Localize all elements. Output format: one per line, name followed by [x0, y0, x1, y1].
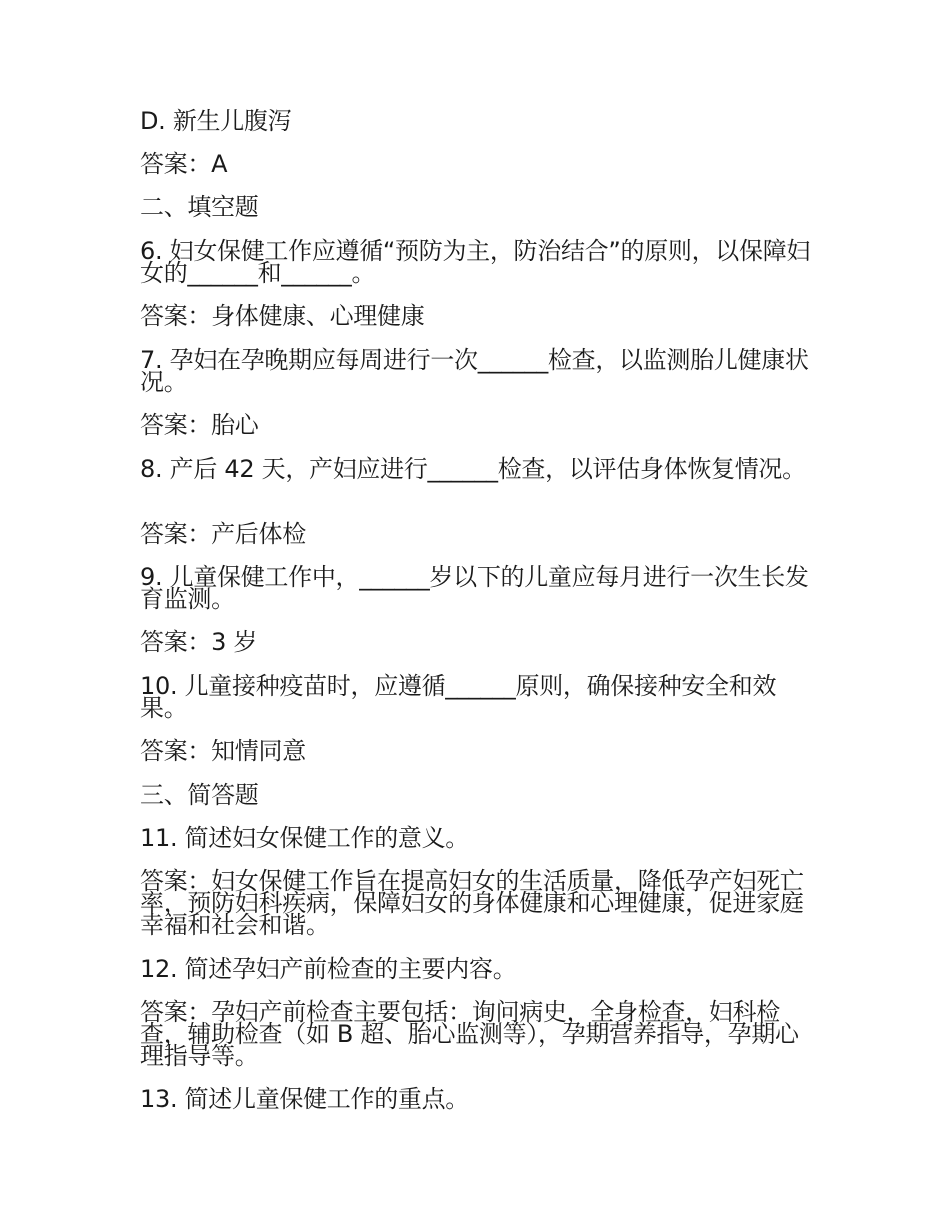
answer-10: 答案：知情同意 [140, 737, 306, 765]
answer-9: 答案：3 岁 [140, 628, 258, 656]
question-10: 10. 儿童接种疫苗时，应遵循______原则，确保接种安全和效果。 [140, 672, 777, 722]
question-9: 9. 儿童保健工作中，______岁以下的儿童应每月进行一次生长发育监测。 [140, 563, 809, 613]
answer-6: 答案：身体健康、心理健康 [140, 302, 425, 330]
answer-11: 答案：妇女保健工作旨在提高妇女的生活质量，降低孕产妇死亡率，预防妇科疾病，保障妇女的身体健康和心理健康，促进家庭幸福和社会和谐。 [140, 867, 804, 939]
option-d: D. 新生儿腹泻 [140, 107, 292, 135]
answer-5: 答案：A [140, 150, 228, 178]
answer-8: 答案：产后体检 [140, 520, 306, 548]
question-7: 7. 孕妇在孕晚期应每周进行一次______检查，以监测胎儿健康状况。 [140, 346, 809, 396]
question-11: 11. 简述妇女保健工作的意义。 [140, 824, 469, 852]
answer-12: 答案：孕妇产前检查主要包括：询问病史，全身检查，妇科检查，辅助检查（如 B 超、胎心监测等），孕期营养指导，孕期心理指导等。 [140, 998, 799, 1070]
question-13: 13. 简述儿童保健工作的重点。 [140, 1085, 469, 1113]
section-heading-short-answer: 三、简答题 [140, 781, 259, 809]
section-heading-fill-blank: 二、填空题 [140, 193, 259, 221]
question-6: 6. 妇女保健工作应遵循“预防为主，防治结合”的原则，以保障妇女的______和______。 [140, 237, 811, 287]
question-8: 8. 产后 42 天，产妇应进行______检查，以评估身体恢复情况。 [140, 455, 806, 483]
question-12: 12. 简述孕妇产前检查的主要内容。 [140, 955, 517, 983]
answer-7: 答案：胎心 [140, 411, 259, 439]
